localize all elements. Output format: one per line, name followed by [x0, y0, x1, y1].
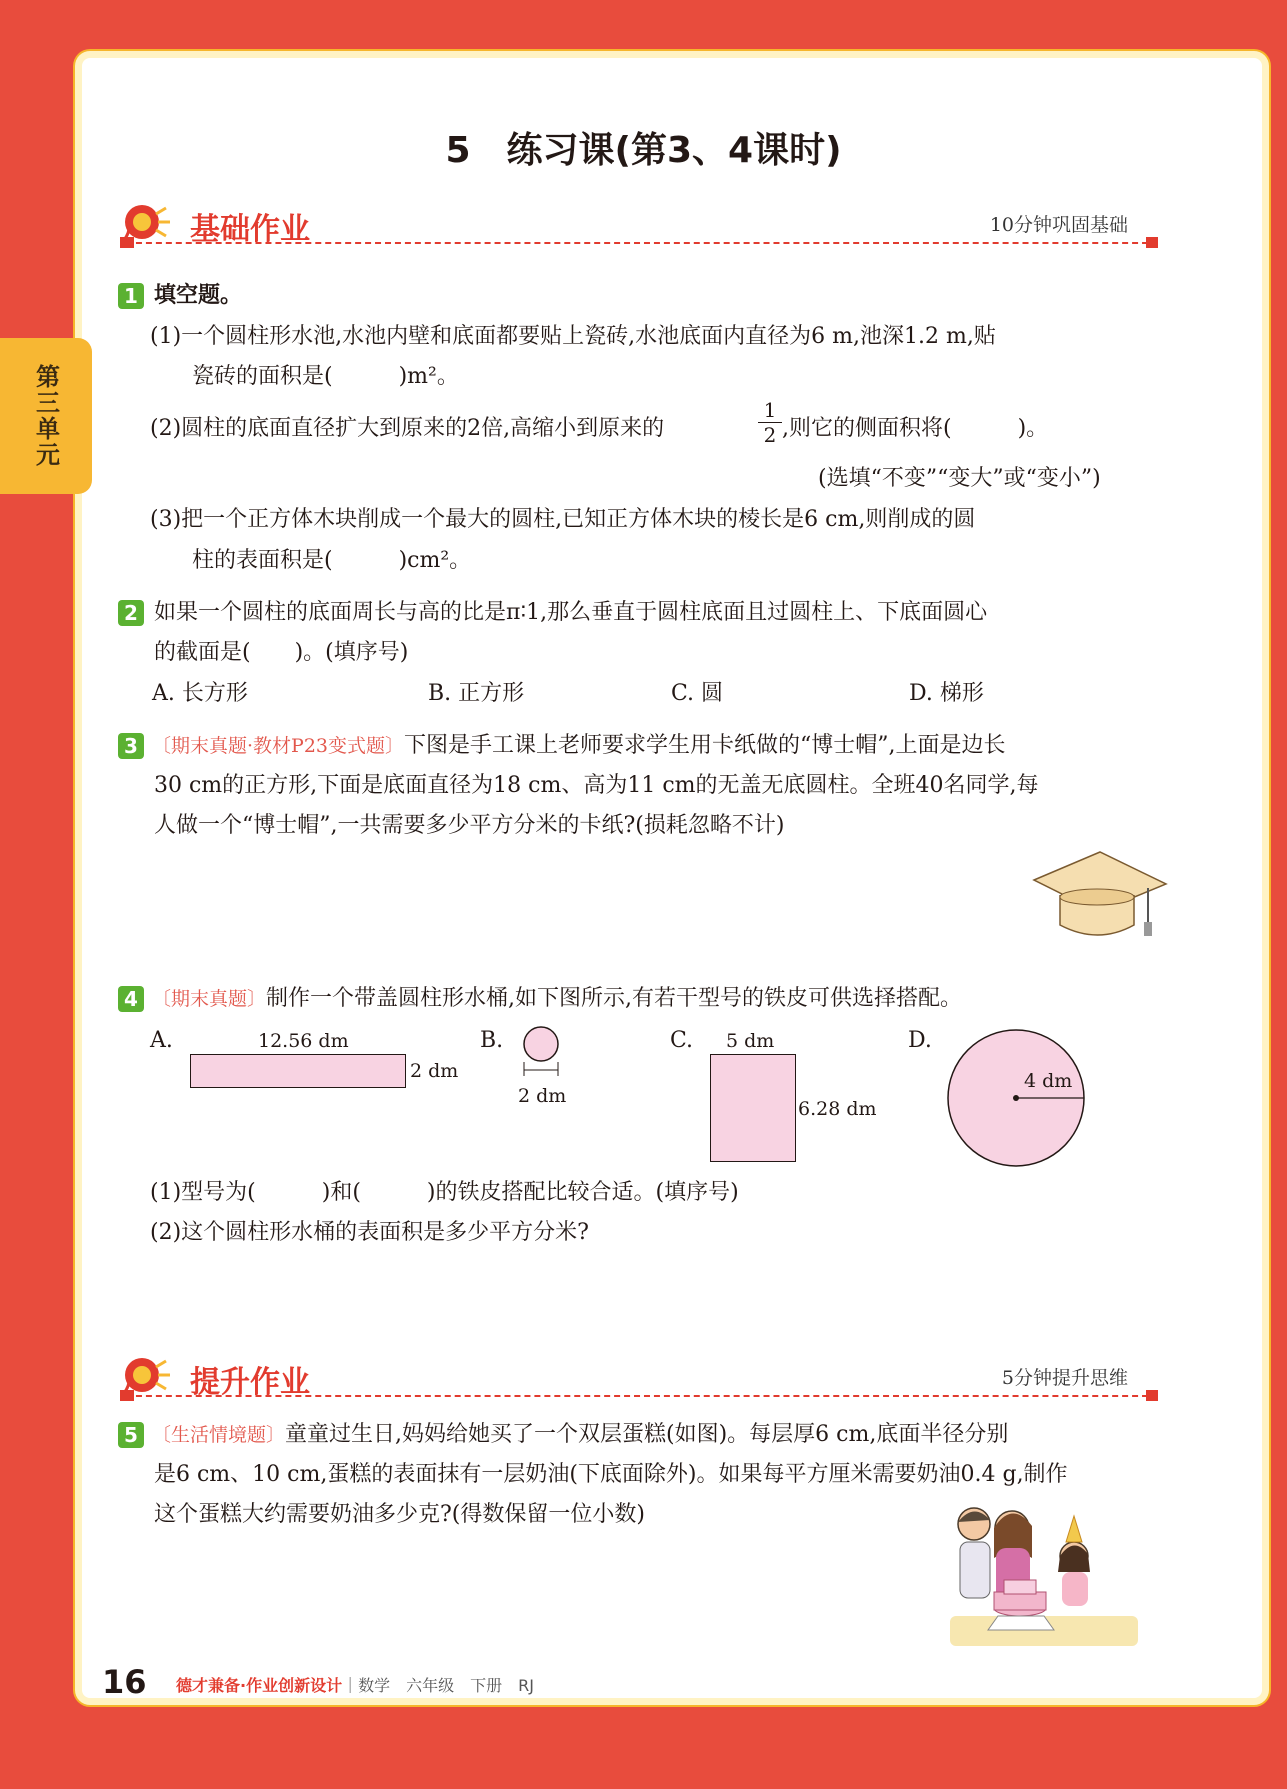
graduation-cap-icon: [1030, 850, 1170, 950]
shape-d-label: D.: [908, 1028, 932, 1053]
q2-option-b: B. 正方形: [428, 681, 525, 706]
q1-part2-line1b: ,则它的侧面积将( )。: [782, 416, 1049, 441]
q4-sub1: (1)型号为( )和( )的铁皮搭配比较合适。(填序号): [150, 1180, 739, 1205]
q2-option-d: D. 梯形: [909, 681, 984, 706]
q2-option-a: A. 长方形: [152, 681, 248, 706]
unit-tab: [0, 338, 92, 494]
q5-line1-text: 童童过生日,妈妈给她买了一个双层蛋糕(如图)。每层厚6 cm,底面半径分别: [285, 1422, 1009, 1447]
q5-number: 5: [118, 1422, 144, 1448]
birthday-family-illustration: [944, 1498, 1144, 1648]
q4-line1-text: 制作一个带盖圆柱形水桶,如下图所示,有若干型号的铁皮可供选择搭配。: [266, 986, 963, 1011]
footer-brand: 德才兼备·作业创新设计: [176, 1676, 343, 1695]
section-basic-sub: 10分钟巩固基础: [989, 214, 1128, 236]
q3-line1: [152, 733, 1006, 759]
header-line-end: [1146, 237, 1158, 248]
q2-line1: 如果一个圆柱的底面周长与高的比是π∶1,那么垂直于圆柱底面且过圆柱上、下底面圆心: [154, 600, 988, 625]
header-line-end: [1146, 1390, 1158, 1401]
shape-c-rectangle: [710, 1054, 796, 1162]
q2-number: 2: [118, 600, 144, 626]
page-number: 16: [102, 1663, 147, 1701]
q1-part3-line1: (3)把一个正方体木块削成一个最大的圆柱,已知正方体木块的棱长是6 cm,则削成的圆: [150, 507, 976, 532]
fraction-numerator: 1: [763, 398, 777, 422]
page-title: 5 练习课(第3、4课时): [445, 130, 842, 171]
q1-part1-line2: 瓷砖的面积是( )m²。: [192, 364, 459, 389]
q1-part2-hint: (选填“不变”“变大”或“变小”): [818, 466, 1101, 491]
footer-info: ｜数学 六年级 下册 RJ: [342, 1676, 534, 1695]
q5-tag: 〔生活情境题〕: [152, 1424, 286, 1446]
q3-tag: 〔期末真题·教材P23变式题〕: [152, 735, 405, 757]
q2-line2: 的截面是( )。(填序号): [154, 640, 409, 665]
q1-part3-line2: 柱的表面积是( )cm²。: [192, 548, 472, 573]
q4-sub2: (2)这个圆柱形水桶的表面积是多少平方分米?: [150, 1220, 589, 1245]
q1-fraction: [758, 398, 782, 447]
shape-b-label: B.: [480, 1028, 504, 1053]
q5-line1: [152, 1422, 1008, 1448]
q4-number: 4: [118, 986, 144, 1012]
q3-line3: 人做一个“博士帽”,一共需要多少平方分米的卡纸?(损耗忽略不计): [154, 813, 785, 838]
section-advanced-sub: 5分钟提升思维: [1001, 1367, 1128, 1389]
footer-text: [176, 1673, 534, 1696]
shape-c-height-label: 6.28 dm: [798, 1098, 877, 1120]
q1-part1-line1: (1)一个圆柱形水池,水池内壁和底面都要贴上瓷砖,水池底面内直径为6 m,池深1.2 m,贴: [150, 324, 996, 349]
q2-option-c: C. 圆: [671, 681, 724, 706]
q1-heading: 填空题。: [154, 283, 243, 308]
section-advanced-header: [118, 1353, 1158, 1409]
shape-c-label: C.: [670, 1028, 694, 1053]
unit-tab-label: 第三单元: [31, 364, 60, 468]
q3-line2: 30 cm的正方形,下面是底面直径为18 cm、高为11 cm的无盖无底圆柱。全班40名同学,每: [154, 773, 1039, 798]
shape-a-width-label: 12.56 dm: [258, 1030, 349, 1052]
shape-d-circle: [944, 1026, 1088, 1170]
q4-line1: [152, 986, 962, 1012]
shape-b-diameter-label: 2 dm: [518, 1085, 567, 1107]
shape-a-label: A.: [150, 1028, 173, 1053]
section-basic-label: 基础作业: [190, 212, 310, 247]
q5-line2: 是6 cm、10 cm,蛋糕的表面抹有一层奶油(下底面除外)。如果每平方厘米需要奶油0.4 g,制作: [154, 1462, 1068, 1487]
shape-d-radius-label: 4 dm: [1024, 1070, 1073, 1092]
fraction-denominator: 2: [758, 422, 782, 447]
shape-a-rectangle: [190, 1054, 406, 1088]
section-advanced-label: 提升作业: [190, 1365, 310, 1400]
shape-a-height-label: 2 dm: [410, 1060, 459, 1082]
shape-b-circle: [518, 1024, 564, 1086]
section-basic-header: [118, 200, 1158, 256]
q3-number: 3: [118, 733, 144, 759]
q1-number: 1: [118, 283, 144, 309]
shape-c-width-label: 5 dm: [726, 1030, 775, 1052]
q5-line3: 这个蛋糕大约需要奶油多少克?(得数保留一位小数): [154, 1502, 645, 1527]
q1-part2-line1: (2)圆柱的底面直径扩大到原来的2倍,高缩小到原来的: [150, 416, 665, 441]
q4-tag: 〔期末真题〕: [152, 988, 267, 1010]
q3-line1-text: 下图是手工课上老师要求学生用卡纸做的“博士帽”,上面是边长: [404, 733, 1006, 758]
